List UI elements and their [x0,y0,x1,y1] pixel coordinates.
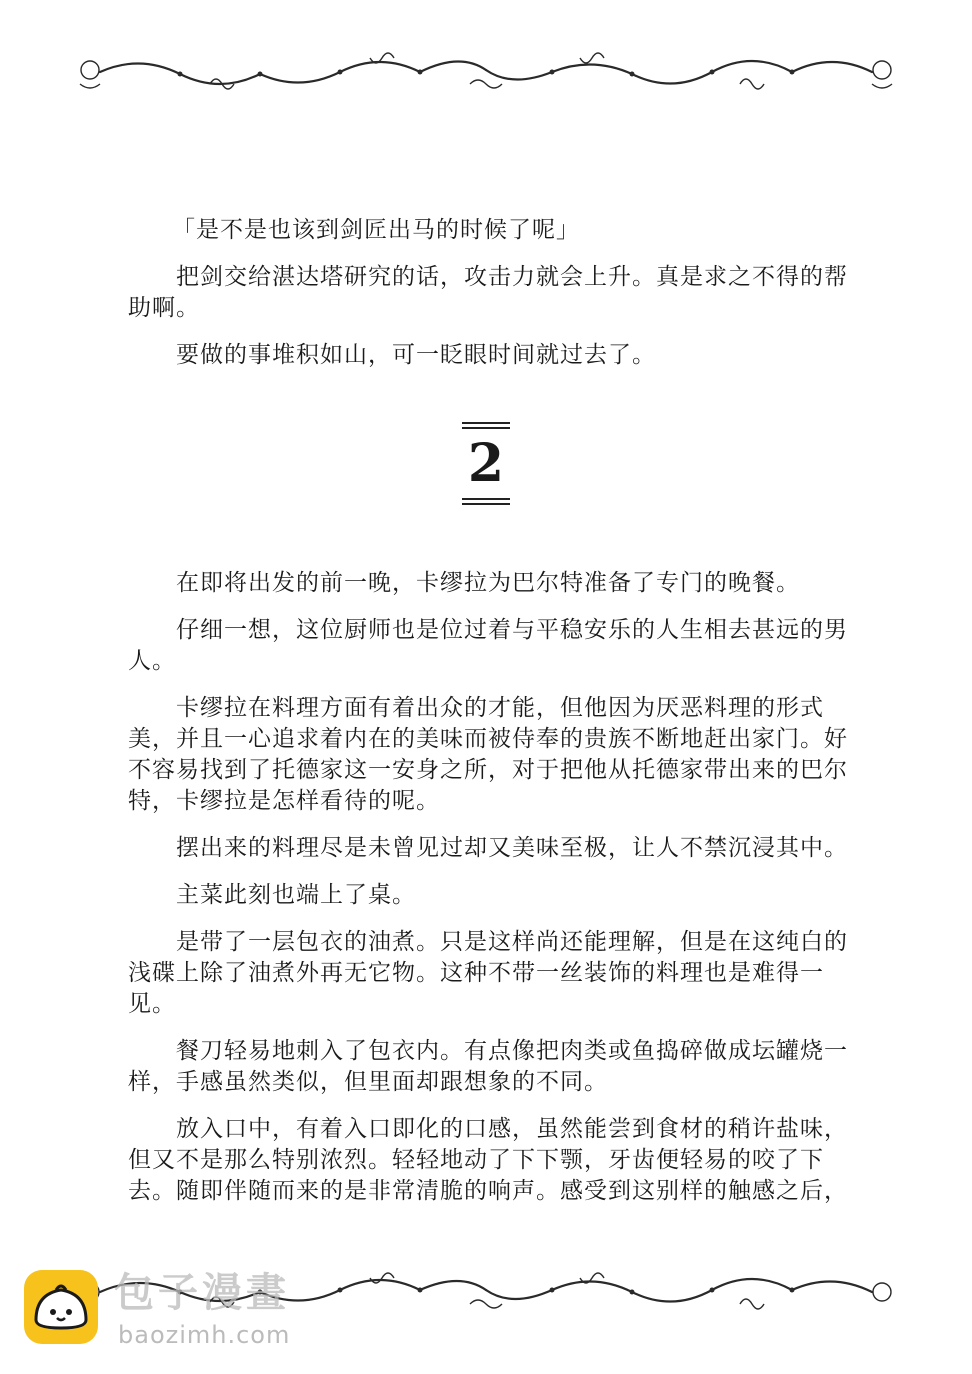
paragraph: 餐刀轻易地刺入了包衣内。有点像把肉类或鱼捣碎做成坛罐烧一样，手感虽然类似，但里面却跟想象的不同。 [128,1038,848,1095]
chapter-number: 2 [467,433,505,494]
paragraph: 「是不是也该到剑匠出马的时候了呢」 [172,217,580,243]
text-block-1 [128,215,848,387]
bun-logo-icon [22,1268,100,1346]
paragraph: 摆出来的料理尽是未曾见过却又美味至极，让人不禁沉浸其中。 [176,835,848,861]
chapter-rule [462,427,510,429]
chapter-rule [462,422,510,424]
chapter-rule [462,498,510,500]
top-ornament-border [70,44,902,104]
paragraph: 是带了一层包衣的油煮。只是这样尚还能理解，但是在这纯白的浅碟上除了油煮外再无它物。这种不带一丝装饰的料理也是难得一见。 [128,929,848,1017]
paragraph: 把剑交给湛达塔研究的话，攻击力就会上升。真是求之不得的帮助啊。 [128,264,848,321]
paragraph: 主菜此刻也端上了桌。 [176,882,416,908]
watermark [22,1266,332,1356]
paragraph: 放入口中，有着入口即化的口感，虽然能尝到食材的稍许盐味，但又不是那么特别浓烈。轻轻地动了下下颚，牙齿便轻易的咬了下去。随即伴随而来的是非常清脆的响声。感受到这别样的触感之后， [128,1116,848,1204]
paragraph: 要做的事堆积如山，可一眨眼时间就过去了。 [176,342,656,368]
text-block-2 [128,568,848,1223]
paragraph: 仔细一想，这位厨师也是位过着与平稳安乐的人生相去甚远的男人。 [128,617,848,674]
paragraph: 在即将出发的前一晚，卡缪拉为巴尔特准备了专门的晚餐。 [176,570,800,596]
chapter-rule [462,503,510,505]
paragraph: 卡缪拉在料理方面有着出众的才能，但他因为厌恶料理的形式美，并且一心追求着内在的美味而被侍奉的贵族不断地赶出家门。好不容易找到了托德家这一安身之所，对于把他从托德家带出来的巴尔特，卡缪拉是怎样看待的呢。 [128,695,848,814]
watermark-title: 包子漫畫 [114,1270,290,1316]
chapter-marker [462,418,510,510]
watermark-url: baozimh.com [118,1321,291,1349]
